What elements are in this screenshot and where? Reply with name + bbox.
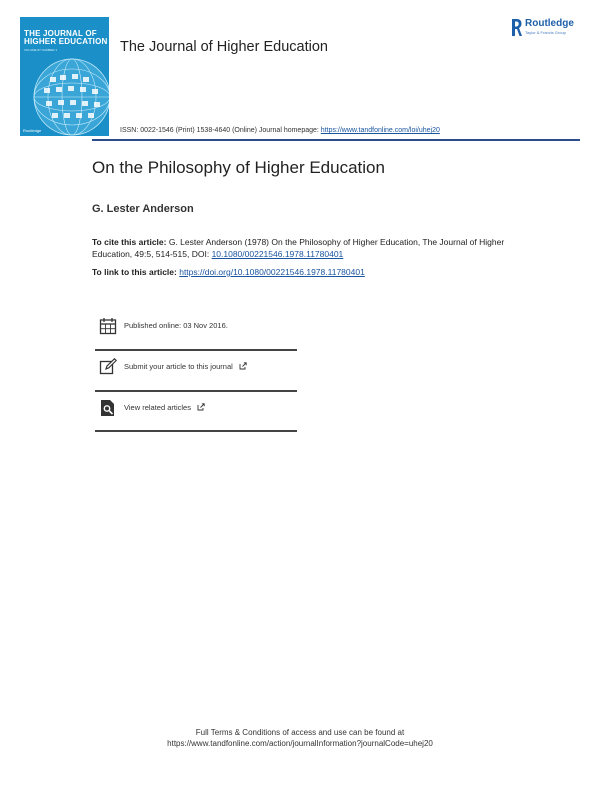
submit-article-label: Submit your article to this journal bbox=[124, 362, 233, 371]
footer-line1: Full Terms & Conditions of access and use can be found at bbox=[195, 728, 405, 737]
article-author: G. Lester Anderson bbox=[92, 203, 194, 215]
article-link bbox=[92, 267, 365, 277]
published-online-text: Published online: 03 Nov 2016. bbox=[124, 321, 228, 330]
cover-publisher-mark: Routledge bbox=[23, 128, 42, 133]
doi-link[interactable]: 10.1080/00221546.1978.11780401 bbox=[211, 248, 344, 259]
edit-icon bbox=[99, 358, 117, 376]
related-articles-row[interactable] bbox=[95, 391, 297, 431]
cover-title-line1: THE JOURNAL OF bbox=[24, 29, 97, 38]
external-link-icon bbox=[239, 362, 247, 370]
issn-line bbox=[120, 127, 440, 134]
article-title: On the Philosophy of Higher Education bbox=[92, 158, 385, 177]
journal-homepage-link[interactable]: https://www.tandfonline.com/loi/uhej20 bbox=[320, 127, 440, 134]
cover-title bbox=[24, 30, 108, 46]
published-online-row bbox=[95, 309, 297, 349]
footer-terms-link[interactable]: https://www.tandfonline.com/action/journalInformation?journalCode=uhej20 bbox=[167, 739, 433, 748]
globe-icon bbox=[20, 55, 109, 136]
header-divider bbox=[92, 139, 580, 141]
journal-name: The Journal of Higher Education bbox=[120, 39, 328, 55]
submit-article-link[interactable] bbox=[124, 362, 247, 371]
related-articles-link[interactable] bbox=[124, 403, 205, 412]
citation bbox=[92, 237, 512, 260]
external-link-icon bbox=[197, 403, 205, 411]
citation-text: G. Lester Anderson (1978) On the Philosophy of Higher Education, The Journal of Higher Education, 49:5, 514-515, DOI: bbox=[92, 237, 505, 259]
issn-text: ISSN: 0022-1546 (Print) 1538-4640 (Online) Journal homepage: bbox=[120, 127, 321, 134]
citation-label: To cite this article: bbox=[92, 237, 169, 247]
routledge-logo-tagline: Taylor & Francis Group bbox=[525, 30, 566, 35]
cover-subtitle: VOLUME 87 NUMBER 1 bbox=[24, 48, 58, 52]
action-divider bbox=[95, 430, 297, 432]
calendar-icon bbox=[99, 317, 117, 335]
article-link-label: To link to this article: bbox=[92, 267, 180, 277]
cover-title-line2: HIGHER EDUCATION bbox=[24, 37, 108, 46]
terms-footer bbox=[0, 727, 600, 749]
article-url-link[interactable]: https://doi.org/10.1080/00221546.1978.11780401 bbox=[179, 267, 365, 277]
document-search-icon bbox=[99, 399, 117, 417]
journal-cover bbox=[20, 17, 109, 136]
routledge-logo-name: Routledge bbox=[525, 18, 574, 29]
routledge-logo bbox=[510, 17, 590, 41]
related-articles-label: View related articles bbox=[124, 403, 191, 412]
submit-article-row[interactable] bbox=[95, 350, 297, 390]
routledge-logo-icon bbox=[510, 17, 522, 38]
